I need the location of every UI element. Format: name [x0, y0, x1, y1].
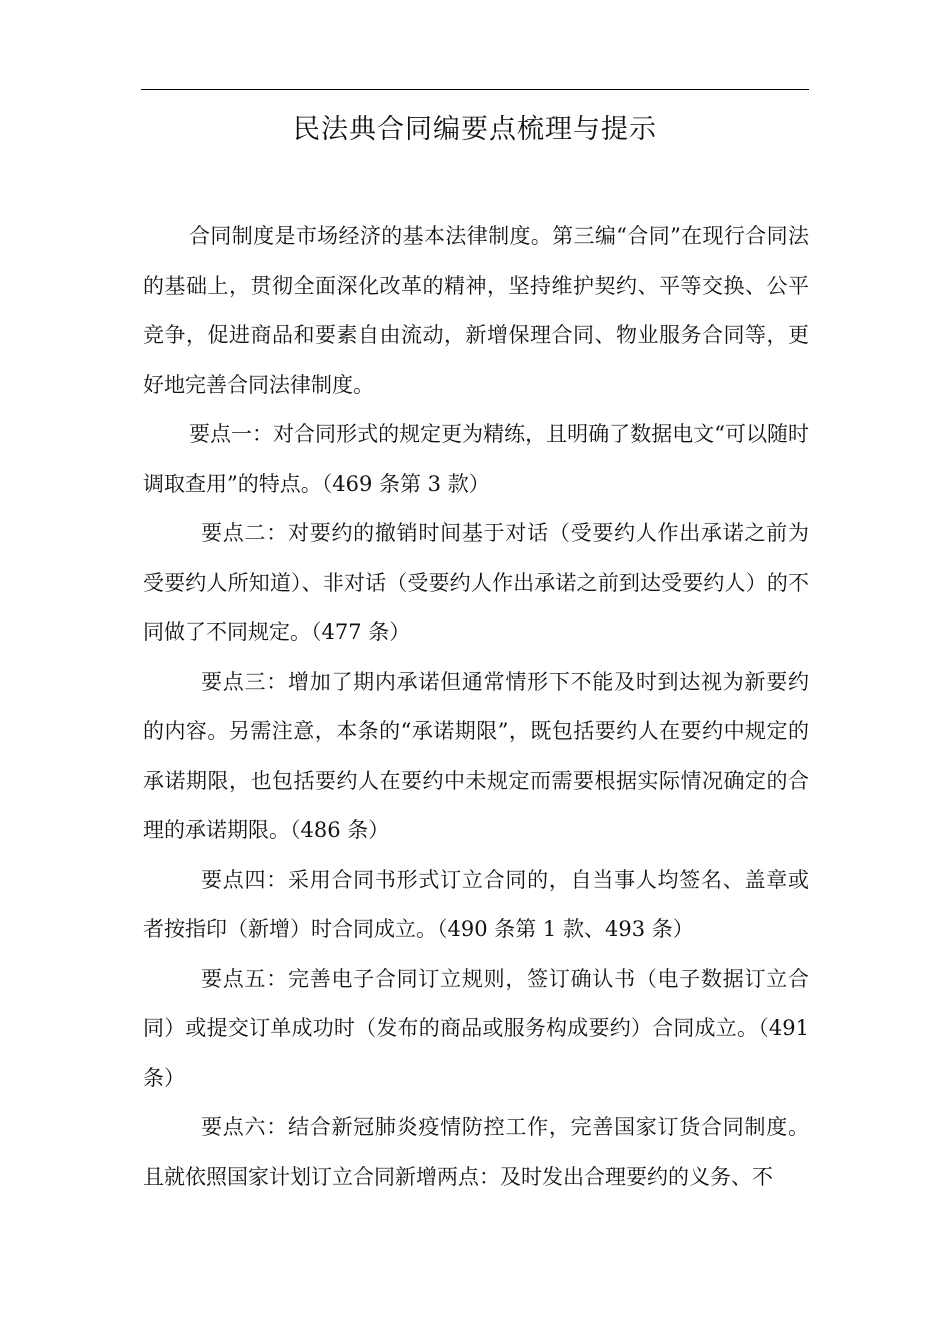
document-title: 民法典合同编要点梳理与提示 [293, 114, 657, 145]
key-point-4-paragraph: 要点四：采用合同书形式订立合同的，自当事人均签名、盖章或者按指印（新增）时合同成立。（490 条第 1 款、493 条） [143, 867, 809, 941]
key-point-1-paragraph: 要点一：对合同形式的规定更为精练，且明确了数据电文“可以随时调取查用”的特点。（469 条第 3 款） [143, 422, 809, 496]
key-point-5-paragraph: 要点五：完善电子合同订立规则，签订确认书（电子数据订立合同）或提交订单成功时（发布的商品或服务构成要约）合同成立。（491 条） [143, 966, 809, 1090]
document-body [143, 212, 809, 1202]
key-point-3-paragraph: 要点三：增加了期内承诺但通常情形下不能及时到达视为新要约的内容。另需注意，本条的“承诺期限”，既包括要约人在要约中规定的承诺期限，也包括要约人在要约中未规定而需要根据实际情况确定的合理的承诺期限。（486 条） [143, 669, 809, 842]
intro-paragraph: 合同制度是市场经济的基本法律制度。第三编“合同”在现行合同法的基础上，贯彻全面深化改革的精神，坚持维护契约、平等交换、公平竞争，促进商品和要素自由流动，新增保理合同、物业服务合同等，更好地完善合同法律制度。 [143, 224, 809, 397]
key-point-6-paragraph: 要点六：结合新冠肺炎疫情防控工作，完善国家订货合同制度。且就依照国家计划订立合同新增两点：及时发出合理要约的义务、不 [143, 1115, 809, 1189]
header-rule [141, 89, 809, 90]
key-point-2-paragraph: 要点二：对要约的撤销时间基于对话（受要约人作出承诺之前为受要约人所知道）、非对话（受要约人作出承诺之前到达受要约人）的不同做了不同规定。（477 条） [143, 521, 809, 644]
